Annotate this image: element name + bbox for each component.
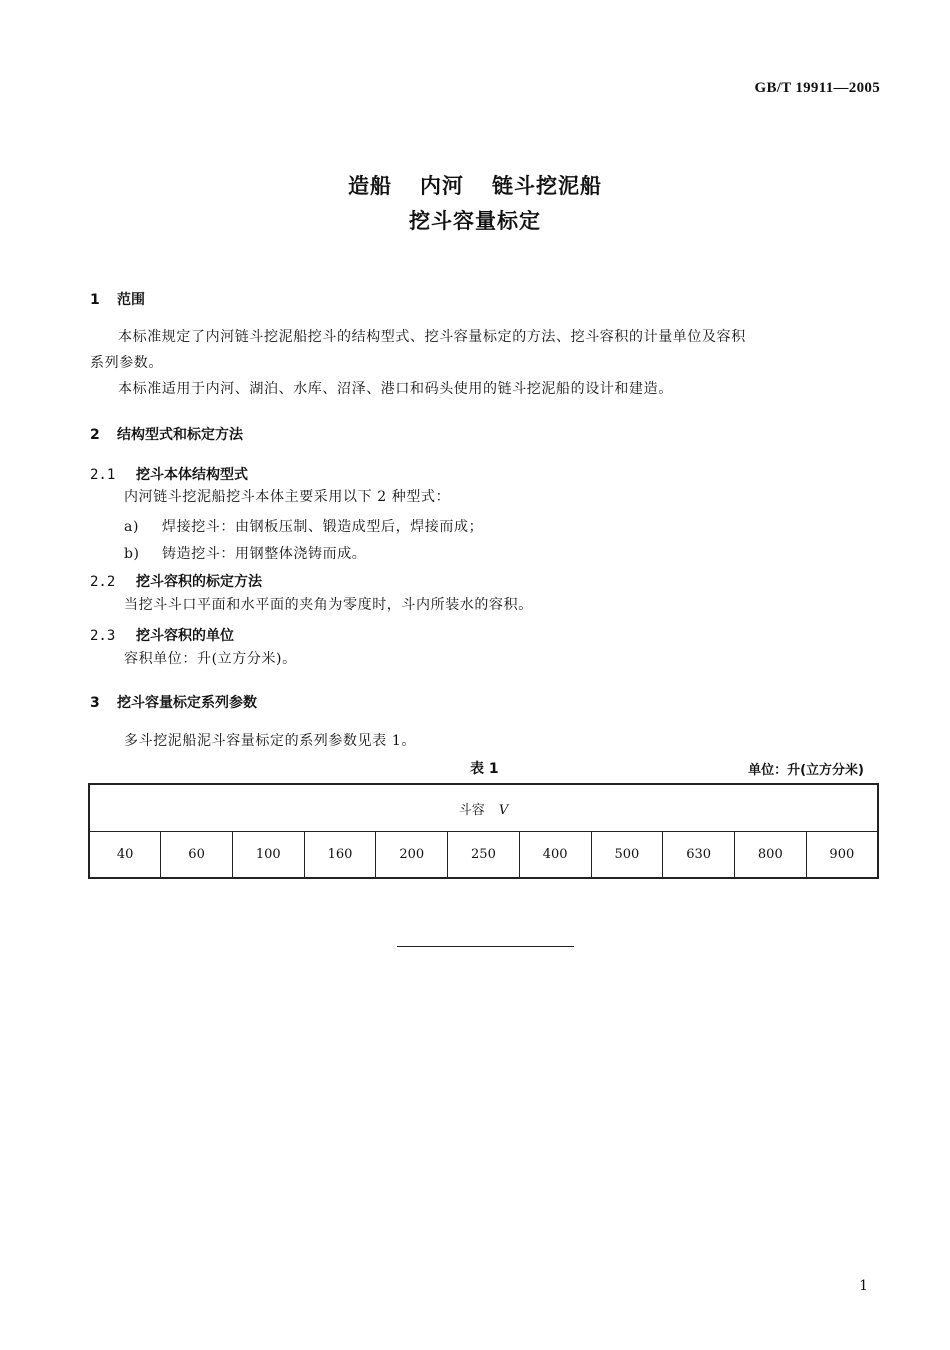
section-number: 2.2 [90, 574, 116, 590]
table-cell: 400 [519, 832, 591, 879]
standard-code: GB/T 19911—2005 [754, 80, 880, 96]
list-item [124, 516, 483, 536]
table-cell: 500 [591, 832, 663, 879]
section-title: 挖斗容量标定系列参数 [117, 695, 257, 711]
table-cell: 630 [663, 832, 735, 879]
section-number: 1 [90, 292, 100, 308]
table-unit: 单位：升(立方分米) [748, 763, 864, 778]
page-number: 1 [859, 1278, 868, 1294]
table-cell: 100 [232, 832, 304, 879]
section-2-2-heading [90, 571, 262, 591]
section-2-1-heading [90, 464, 248, 484]
end-rule [397, 946, 574, 947]
title-line-2: 挖斗容量标定 [409, 209, 541, 233]
section-1-heading [90, 289, 145, 309]
title-part: 内河 [420, 174, 464, 198]
table-cell: 800 [734, 832, 806, 879]
volume-table [88, 783, 879, 879]
section-2-3-text: 容积单位：升(立方分米)。 [124, 651, 297, 667]
section-title: 挖斗容积的标定方法 [136, 574, 262, 590]
section-1-para-1-line-2: 系列参数。 [90, 355, 163, 371]
section-number: 2.3 [90, 628, 116, 644]
section-title: 挖斗容积的单位 [136, 628, 234, 644]
header-label: 斗容 [458, 802, 485, 818]
title-part: 造船 [348, 174, 392, 198]
section-2-3-heading [90, 625, 234, 645]
list-item-label: a) [124, 519, 140, 535]
list-item-text: 焊接挖斗：由钢板压制、锻造成型后，焊接而成； [162, 519, 484, 535]
section-3-heading [90, 692, 257, 712]
section-2-heading [90, 424, 243, 444]
table-caption: 表 1 [470, 761, 499, 777]
list-item-label: b) [124, 546, 140, 562]
section-number: 2.1 [90, 467, 116, 483]
section-title: 范围 [117, 292, 145, 308]
table-cell: 40 [89, 832, 161, 879]
table-cell: 200 [376, 832, 448, 879]
section-number: 2 [90, 427, 100, 443]
header-variable: V [498, 802, 509, 818]
section-title: 挖斗本体结构型式 [136, 467, 248, 483]
list-item-text: 铸造挖斗：用钢整体浇铸而成。 [162, 546, 367, 562]
title-line-1 [0, 170, 950, 200]
section-title: 结构型式和标定方法 [117, 427, 243, 443]
list-item [124, 543, 366, 563]
title-part: 链斗挖泥船 [492, 174, 602, 198]
section-2-2-text: 当挖斗斗口平面和水平面的夹角为零度时，斗内所装水的容积。 [124, 597, 533, 613]
section-3-text: 多斗挖泥船泥斗容量标定的系列参数见表 1。 [124, 733, 416, 749]
table-cell: 160 [304, 832, 376, 879]
table-cell: 60 [161, 832, 233, 879]
section-1-para-2: 本标准适用于内河、湖泊、水库、沼泽、港口和码头使用的链斗挖泥船的设计和建造。 [118, 381, 673, 397]
table-cell: 900 [806, 832, 878, 879]
section-1-para-1-line-1: 本标准规定了内河链斗挖泥船挖斗的结构型式、挖斗容量标定的方法、挖斗容积的计量单位及容积 [118, 329, 746, 345]
section-number: 3 [90, 695, 100, 711]
table-cell: 250 [448, 832, 520, 879]
section-2-1-intro: 内河链斗挖泥船挖斗本体主要采用以下 2 种型式： [124, 489, 451, 505]
table-header-cell [89, 784, 878, 832]
table-row [89, 832, 878, 879]
